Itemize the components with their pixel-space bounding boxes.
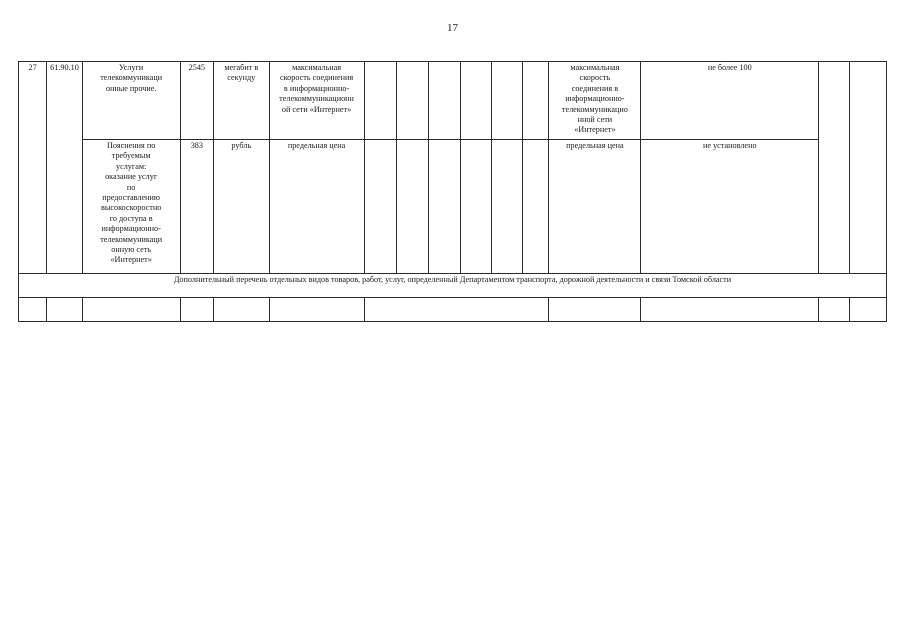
empty-cell (364, 62, 396, 140)
characteristic-cell: максимальная скорость соединения в информационно- телекоммуникационн ой сети «Интернет» (269, 62, 364, 140)
empty-cell (491, 62, 522, 140)
empty-cell (19, 298, 47, 322)
empty-cell (460, 140, 491, 274)
empty-cell (364, 298, 549, 322)
page-number: 17 (447, 22, 458, 34)
item-name-cell: Пояснения по требуемым услугам: оказание услуг по предоставлению высокоскоростно го доступа в информационно- телекоммуникаци онную сеть «Интернет» (82, 140, 180, 274)
unit-name-cell: рубль (214, 140, 270, 274)
empty-cell (549, 298, 641, 322)
characteristic-cell: предельная цена (269, 140, 364, 274)
empty-cell (396, 62, 428, 140)
empty-cell (47, 298, 82, 322)
empty-cell (269, 298, 364, 322)
empty-cell (523, 140, 549, 274)
okpd-code-cell: 61.90.10 (47, 62, 82, 274)
empty-cell (214, 298, 270, 322)
table-row (19, 62, 887, 140)
empty-cell (82, 298, 180, 322)
item-name-cell: Услуги телекоммуникаци онные прочие. (82, 62, 180, 140)
empty-cell (641, 298, 819, 322)
empty-cell (429, 62, 460, 140)
characteristic-right-cell: предельная цена (549, 140, 641, 274)
row-number-cell: 27 (19, 62, 47, 274)
unit-name-cell: мегабит в секунду (214, 62, 270, 140)
empty-cell (849, 298, 886, 322)
empty-cell (364, 140, 396, 274)
empty-cell (819, 62, 849, 274)
unit-code-cell: 383 (180, 140, 213, 274)
table-row (19, 298, 887, 322)
section-header: Дополнительный перечень отдельных видов товаров, работ, услуг, определенный Департаментом транспорта, дорожной деятельности и связи Томской области (19, 274, 887, 298)
empty-cell (819, 298, 849, 322)
value-right-cell: не более 100 (641, 62, 819, 140)
value-right-cell: не установлено (641, 140, 819, 274)
empty-cell (849, 62, 886, 274)
empty-cell (460, 62, 491, 140)
empty-cell (396, 140, 428, 274)
empty-cell (429, 140, 460, 274)
table-row (19, 140, 887, 274)
empty-cell (491, 140, 522, 274)
section-header-row (19, 274, 887, 298)
empty-cell (523, 62, 549, 140)
goods-services-table (18, 61, 887, 322)
unit-code-cell: 2545 (180, 62, 213, 140)
empty-cell (180, 298, 213, 322)
characteristic-right-cell: максимальная скорость соединения в информационно- телекоммуникацио нной сети «Интернет» (549, 62, 641, 140)
